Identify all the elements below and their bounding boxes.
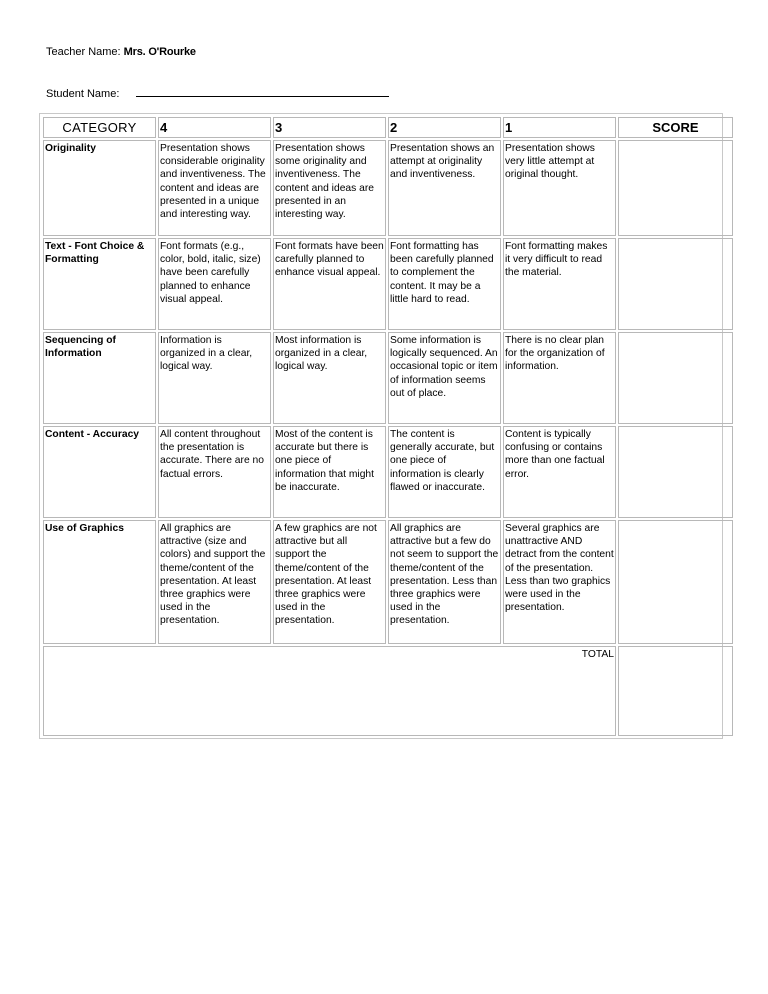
level-4-column-header: 4	[158, 117, 271, 138]
category-cell: Sequencing of Information	[43, 332, 156, 424]
rubric-row-text-font	[43, 238, 733, 330]
score-cell[interactable]	[618, 332, 733, 424]
total-label: TOTAL	[43, 646, 616, 736]
category-cell: Text - Font Choice & Formatting	[43, 238, 156, 330]
total-score-cell[interactable]	[618, 646, 733, 736]
rubric-row-originality	[43, 140, 733, 236]
level-1-cell: Font formatting makes it very difficult to read the material.	[503, 238, 616, 330]
level-2-cell: Some information is logically sequenced. An occasional topic or item of information seems out of place.	[388, 332, 501, 424]
level-4-cell: All content throughout the presentation is accurate. There are no factual errors.	[158, 426, 271, 518]
rubric-row-graphics	[43, 520, 733, 644]
level-2-cell: Presentation shows an attempt at originality and inventiveness.	[388, 140, 501, 236]
level-2-cell: All graphics are attractive but a few do not seem to support the theme/content of the presentation. Less than three graphics were used in the presentation.	[388, 520, 501, 644]
score-cell[interactable]	[618, 238, 733, 330]
level-4-cell: All graphics are attractive (size and colors) and support the theme/content of the presentation. At least three graphics were used in the presentation.	[158, 520, 271, 644]
category-cell: Content - Accuracy	[43, 426, 156, 518]
teacher-name-label: Teacher Name:	[46, 46, 121, 58]
level-1-cell: Several graphics are unattractive AND detract from the content of the presentation. Less than two graphics were used in the presentation.	[503, 520, 616, 644]
rubric-table	[41, 115, 735, 738]
level-4-cell: Information is organized in a clear, logical way.	[158, 332, 271, 424]
student-name-label: Student Name:	[46, 88, 120, 100]
score-cell[interactable]	[618, 426, 733, 518]
teacher-name-line	[46, 46, 196, 58]
student-name-blank	[136, 86, 389, 97]
level-1-cell: Content is typically confusing or contains more than one factual error.	[503, 426, 616, 518]
level-1-column-header: 1	[503, 117, 616, 138]
score-cell[interactable]	[618, 140, 733, 236]
level-3-cell: A few graphics are not attractive but all support the theme/content of the presentation. At least three graphics were used in the presentation.	[273, 520, 386, 644]
level-4-cell: Font formats (e.g., color, bold, italic, size) have been carefully planned to enhance visual appeal.	[158, 238, 271, 330]
level-3-column-header: 3	[273, 117, 386, 138]
student-name-line	[46, 86, 389, 100]
rubric-total-row	[43, 646, 733, 736]
rubric-table-frame	[39, 113, 723, 739]
rubric-row-content-accuracy	[43, 426, 733, 518]
level-3-cell: Presentation shows some originality and inventiveness. The content and ideas are presented in an interesting way.	[273, 140, 386, 236]
level-2-column-header: 2	[388, 117, 501, 138]
rubric-header-row	[43, 117, 733, 138]
level-3-cell: Most information is organized in a clear, logical way.	[273, 332, 386, 424]
level-2-cell: The content is generally accurate, but one piece of information is clearly flawed or inaccurate.	[388, 426, 501, 518]
teacher-name-value: Mrs. O'Rourke	[123, 46, 196, 58]
level-3-cell: Most of the content is accurate but there is one piece of information that might be inaccurate.	[273, 426, 386, 518]
rubric-row-sequencing	[43, 332, 733, 424]
score-cell[interactable]	[618, 520, 733, 644]
category-column-header: CATEGORY	[43, 117, 156, 138]
level-4-cell: Presentation shows considerable originality and inventiveness. The content and ideas are presented in a unique and interesting way.	[158, 140, 271, 236]
score-column-header: SCORE	[618, 117, 733, 138]
category-cell: Use of Graphics	[43, 520, 156, 644]
level-3-cell: Font formats have been carefully planned to enhance visual appeal.	[273, 238, 386, 330]
category-cell: Originality	[43, 140, 156, 236]
level-1-cell: There is no clear plan for the organization of information.	[503, 332, 616, 424]
level-2-cell: Font formatting has been carefully planned to complement the content. It may be a little hard to read.	[388, 238, 501, 330]
level-1-cell: Presentation shows very little attempt at original thought.	[503, 140, 616, 236]
